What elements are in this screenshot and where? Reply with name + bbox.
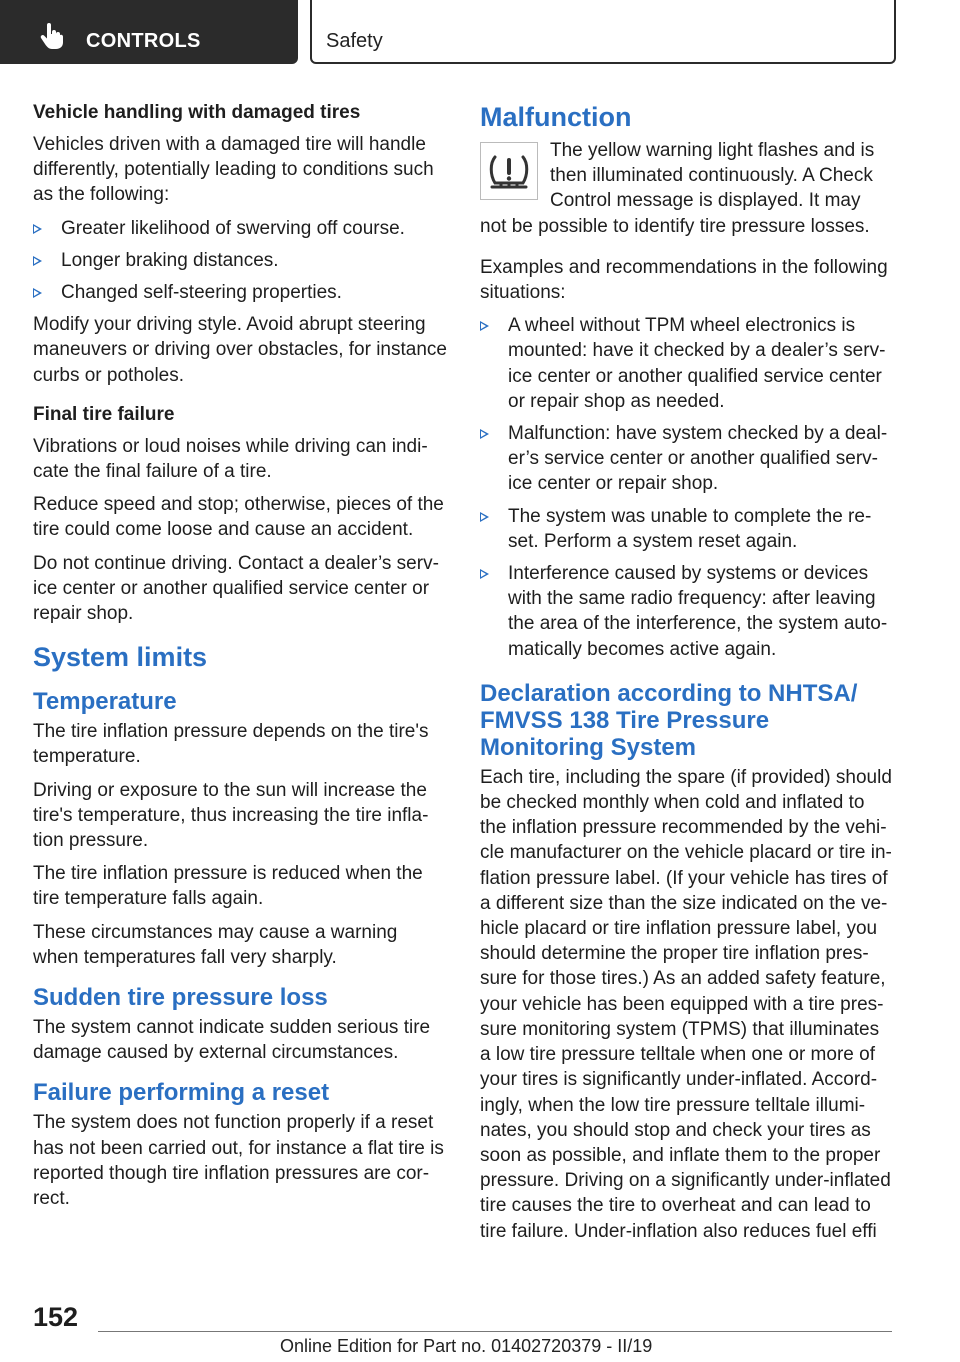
list-item-text: A wheel without TPM wheel electronics is mounted: have it checked by a dealer’s service center or another qualified service center or repair shop as needed. <box>508 315 886 412</box>
paragraph: The tire inflation pressure is reduced when the tire temperature falls again. <box>33 863 423 910</box>
paragraph: Vehicles driven with a damaged tire will handle differently, potentially leading to conditions such as the following: <box>33 134 434 206</box>
list-item <box>33 280 448 305</box>
right-column <box>480 100 892 1252</box>
subheading-final-tire-failure: Final tire failure <box>33 403 175 425</box>
heading-sudden-pressure-loss: Sudden tire pressure loss <box>33 984 328 1012</box>
list-item-text: Changed self-steering properties. <box>61 282 342 304</box>
paragraph: Reduce speed and stop; otherwise, pieces of the tire could come loose and cause an accident. <box>33 494 444 541</box>
section-header[interactable] <box>310 0 896 64</box>
triangle-bullet-icon <box>480 429 489 439</box>
footer-divider <box>98 1331 892 1332</box>
triangle-bullet-icon <box>480 569 489 579</box>
list-item <box>480 313 892 414</box>
paragraph: The yellow warning light flashes and is then illuminated continuously. A Check Control message is displayed. It may not be possible to identify tire pressure losses. <box>480 140 875 237</box>
triangle-bullet-icon <box>480 321 489 331</box>
chapter-tab[interactable] <box>0 0 298 64</box>
paragraph: These circumstances may cause a warning when temperatures fall very sharply. <box>33 921 398 968</box>
triangle-bullet-icon <box>33 288 42 298</box>
paragraph: Do not continue driving. Contact a dealer’s service center or another qualified service center or repair shop. <box>33 552 439 625</box>
heading-temperature: Temperature <box>33 688 177 716</box>
triangle-bullet-icon <box>33 256 42 266</box>
list-item <box>33 248 448 273</box>
paragraph: Each tire, including the spare (if provided) should be checked monthly when cold and inflated to the inflation pressure recommended by the vehicle manufacturer on the vehicle placard or tire inflation pressure label. (If your vehicle has tires of a different size than the size indicated on the vehicle placard or tire inflation pressure label, you should determine the proper tire inflation pressure for those tires.) As an added safety feature, your vehicle has been equipped with a tire pressure monitoring system (TPMS) that illuminates a low tire pressure telltale when one or more of your tires is significantly under-inflated. Accordingly, when the low tire pressure telltale illuminates, you should stop and check your tires as soon as possible, and inflate them to the proper pressure. Driving on a significantly under-inflated tire causes the tire to overheat and can lead to tire failure. Under-inflation also reduces fuel effi <box>480 766 892 1242</box>
chapter-label: CONTROLS <box>86 30 201 52</box>
subheading-damaged-tires: Vehicle handling with damaged tires <box>33 102 361 123</box>
heading-system-limits: System limits <box>33 642 208 673</box>
bullet-list <box>480 313 892 662</box>
tire-pressure-warning-icon <box>480 142 538 200</box>
heading-malfunction: Malfunction <box>480 102 632 132</box>
hand-pointer-icon <box>38 22 66 50</box>
paragraph: The system does not function properly if a reset has not been carried out, for instance a flat tire is reported though tire inflation pressures are correct. <box>33 1112 444 1210</box>
list-item <box>480 561 892 662</box>
list-item <box>480 504 892 554</box>
paragraph: Modify your driving style. Avoid abrupt steering maneuvers or driving over obstacles, for instance curbs or potholes. <box>33 314 447 386</box>
triangle-bullet-icon <box>33 224 42 234</box>
edition-note: Online Edition for Part no. 01402720379 - II/19 <box>280 1336 653 1356</box>
triangle-bullet-icon <box>480 512 489 522</box>
heading-nhtsa-declaration: Declaration according to NHTSA/ FMVSS 138 Tire Pressure Monitoring System <box>480 679 858 761</box>
paragraph: The system cannot indicate sudden serious tire damage caused by external circumstances. <box>33 1017 431 1064</box>
paragraph: Driving or exposure to the sun will increase the tire's temperature, thus increasing the tire inflation pressure. <box>33 779 429 852</box>
list-item-text: Longer braking distances. <box>61 249 279 271</box>
left-column <box>33 100 448 1219</box>
page-number: 152 <box>33 1302 79 1332</box>
list-item <box>33 216 448 241</box>
list-item-text: Interference caused by systems or devices with the same radio frequency: after leaving the area of the interference, the system automatically becomes active again. <box>508 563 888 660</box>
list-item-text: The system was unable to complete the reset. Perform a system reset again. <box>508 505 872 552</box>
bullet-list <box>33 216 448 306</box>
heading-failure-reset: Failure performing a reset <box>33 1079 330 1107</box>
paragraph: The tire inflation pressure depends on the tire's temperature. <box>33 721 429 768</box>
section-label: Safety <box>326 30 383 52</box>
paragraph: Vibrations or loud noises while driving can indicate the final failure of a tire. <box>33 435 428 483</box>
list-item <box>480 421 892 497</box>
list-item-text: Malfunction: have system checked by a dealer’s service center or another qualified service center or repair shop. <box>508 423 888 495</box>
list-item-text: Greater likelihood of swerving off course. <box>61 217 405 239</box>
paragraph: Examples and recommendations in the following situations: <box>480 256 888 304</box>
